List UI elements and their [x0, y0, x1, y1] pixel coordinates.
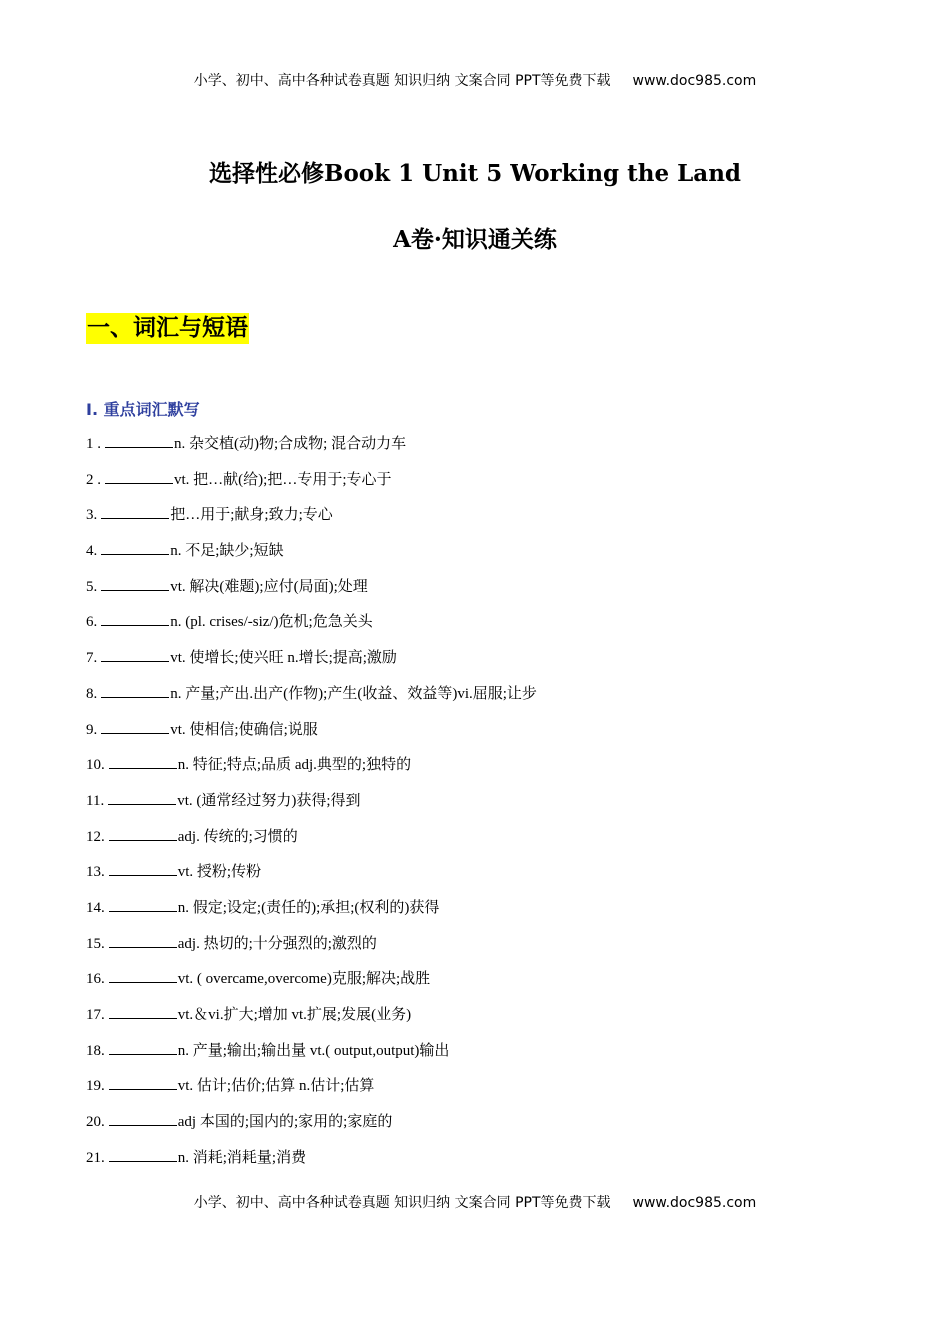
- header-site-link[interactable]: www.doc985.com: [632, 73, 757, 89]
- item-definition: n. 特征;特点;品质 adj.典型的;独特的: [177, 757, 412, 774]
- item-definition: vt.＆vi.扩大;增加 vt.扩展;发展(业务): [177, 1007, 412, 1023]
- footer-site-link[interactable]: www.doc985.com: [632, 1195, 757, 1211]
- vocab-item: [86, 540, 537, 576]
- answer-blank[interactable]: [101, 504, 169, 519]
- item-number: 4.: [86, 543, 98, 560]
- item-definition: vt. (通常经过努力)获得;得到: [177, 792, 361, 809]
- answer-blank[interactable]: [101, 719, 169, 734]
- answer-blank[interactable]: [105, 433, 173, 448]
- footer-text: 小学、初中、高中各种试卷真题 知识归纳 文案合同 PPT等免费下载: [193, 1195, 611, 1211]
- answer-blank[interactable]: [109, 1004, 177, 1019]
- page-footer: [0, 1192, 950, 1212]
- vocab-item: [86, 504, 537, 540]
- vocab-item: [86, 897, 537, 933]
- item-number: 18.: [86, 1042, 105, 1059]
- item-definition: vt. 估计;估价;估算 n.估计;估算: [177, 1078, 375, 1095]
- item-definition: adj. 热切的;十分强烈的;激烈的: [177, 935, 377, 952]
- vocab-item: [86, 933, 537, 969]
- item-number: 12.: [86, 828, 105, 845]
- item-definition: adj. 传统的;习惯的: [177, 828, 298, 845]
- item-number: 13.: [86, 864, 105, 881]
- item-definition: n. 消耗;消耗量;消费: [177, 1149, 307, 1166]
- vocab-item: [86, 790, 537, 826]
- item-definition: n. 杂交植(动)物;合成物; 混合动力车: [174, 436, 407, 452]
- vocab-item: [86, 826, 537, 862]
- answer-blank[interactable]: [109, 1040, 177, 1055]
- item-definition: n. 假定;设定;(责任的);承担;(权利的)获得: [177, 899, 440, 916]
- item-definition: n. 不足;缺少;短缺: [170, 543, 284, 560]
- item-definition: n. (pl. crises/-siz/)危机;危急关头: [170, 614, 373, 631]
- vocab-item: [86, 968, 537, 1004]
- answer-blank[interactable]: [109, 933, 177, 948]
- answer-blank[interactable]: [108, 790, 176, 805]
- item-number: 14.: [86, 899, 105, 916]
- vocab-list: [86, 433, 537, 1182]
- item-number: 3.: [86, 507, 98, 524]
- item-number: 2 .: [86, 471, 101, 488]
- item-number: 11.: [86, 792, 105, 809]
- item-definition: vt. ( overcame,overcome)克服;解决;战胜: [177, 971, 431, 988]
- item-number: 17.: [86, 1007, 105, 1023]
- item-definition: vt. 把…献(给);把…专用于;专心于: [174, 471, 392, 488]
- item-number: 20.: [86, 1114, 105, 1131]
- answer-blank[interactable]: [109, 754, 177, 769]
- answer-blank[interactable]: [109, 1147, 177, 1162]
- item-definition: vt. 使增长;使兴旺 n.增长;提高;激励: [170, 650, 397, 667]
- answer-blank[interactable]: [101, 611, 169, 626]
- item-definition: vt. 解决(难题);应付(局面);处理: [170, 578, 368, 595]
- section-subheading: I. 重点词汇默写: [86, 400, 200, 419]
- vocab-item: [86, 611, 537, 647]
- vocab-item: [86, 719, 537, 755]
- vocab-item: [86, 433, 537, 469]
- item-number: 21.: [86, 1149, 105, 1166]
- item-number: 15.: [86, 935, 105, 952]
- answer-blank[interactable]: [109, 1111, 177, 1126]
- answer-blank[interactable]: [101, 540, 169, 555]
- document-title: 选择性必修Book 1 Unit 5 Working the Land: [209, 160, 741, 187]
- answer-blank[interactable]: [109, 968, 177, 983]
- item-definition: adj 本国的;国内的;家用的;家庭的: [177, 1114, 393, 1131]
- item-number: 7.: [86, 650, 98, 667]
- item-definition: vt. 使相信;使确信;说服: [170, 721, 318, 738]
- answer-blank[interactable]: [101, 576, 169, 591]
- document-subtitle: A卷·知识通关练: [393, 226, 557, 253]
- item-definition: 把…用于;献身;致力;专心: [170, 507, 333, 524]
- vocab-item: [86, 754, 537, 790]
- item-number: 8.: [86, 685, 98, 702]
- item-definition: vt. 授粉;传粉: [177, 864, 262, 881]
- section-heading: 一、词汇与短语: [86, 313, 249, 344]
- answer-blank[interactable]: [101, 647, 169, 662]
- answer-blank[interactable]: [109, 826, 177, 841]
- answer-blank[interactable]: [109, 1075, 177, 1090]
- vocab-item: [86, 647, 537, 683]
- vocab-item: [86, 861, 537, 897]
- item-number: 10.: [86, 757, 105, 774]
- vocab-item: [86, 1040, 537, 1076]
- item-number: 9.: [86, 721, 98, 738]
- item-number: 16.: [86, 971, 105, 988]
- vocab-item: [86, 1111, 537, 1147]
- item-definition: n. 产量;输出;输出量 vt.( output,output)输出: [177, 1042, 450, 1059]
- item-number: 6.: [86, 614, 98, 631]
- answer-blank[interactable]: [101, 683, 169, 698]
- vocab-item: [86, 1004, 537, 1040]
- item-number: 1 .: [86, 436, 101, 452]
- item-definition: n. 产量;产出.出产(作物);产生(收益、效益等)vi.屈服;让步: [170, 685, 537, 702]
- item-number: 5.: [86, 578, 98, 595]
- vocab-item: [86, 576, 537, 612]
- header-text: 小学、初中、高中各种试卷真题 知识归纳 文案合同 PPT等免费下载: [193, 73, 611, 89]
- vocab-item: [86, 683, 537, 719]
- answer-blank[interactable]: [109, 861, 177, 876]
- answer-blank[interactable]: [105, 469, 173, 484]
- vocab-item: [86, 1075, 537, 1111]
- page-header: [0, 70, 950, 90]
- vocab-item: [86, 469, 537, 505]
- answer-blank[interactable]: [109, 897, 177, 912]
- vocab-item: [86, 1147, 537, 1183]
- item-number: 19.: [86, 1078, 105, 1095]
